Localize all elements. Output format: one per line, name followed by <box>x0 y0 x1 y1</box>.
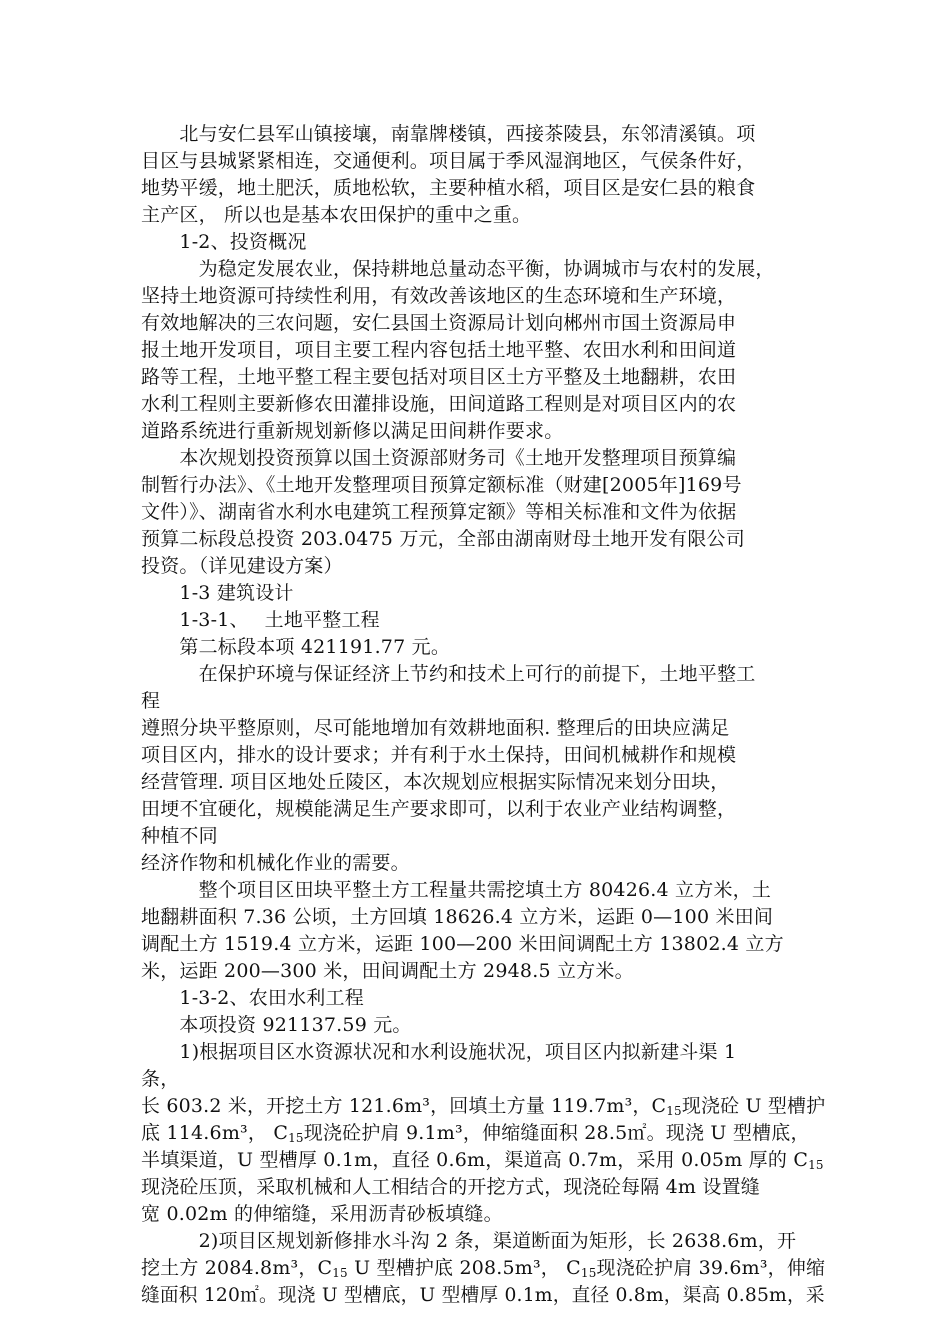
section-heading: 1-2、投资概况 <box>141 231 307 253</box>
text-line: 道路系统进行重新规划新修以满足田间耕作要求。 <box>141 420 564 442</box>
text-line: 目区与县城紧紧相连，交通便利。项目属于季风湿润地区，气侯条件好， <box>141 150 756 172</box>
text-line: 制暂行办法》、《土地开发整理项目预算定额标准（财建[2005年]169号 <box>141 474 742 496</box>
section-heading: 1-3-2、农田水利工程 <box>141 987 364 1009</box>
text-line: 条， <box>141 1068 180 1090</box>
text-line: 挖土方 2084.8m³，$C_{15}$ U 型槽护底 208.5m³， $C_{15}$现浇砼护肩 39.6m³，伸缩 <box>141 1257 826 1280</box>
text-line: 坚持土地资源可持续性利用，有效改善该地区的生态环境和生产环境， <box>141 285 737 307</box>
text-line: 项目区内，排水的设计要求；并有利于水土保持，田间机械耕作和规模 <box>141 744 737 766</box>
text-line: 水利工程则主要新修农田灌排设施，田间道路工程则是对项目区内的农 <box>141 393 737 415</box>
text-line: 田埂不宜硬化，规模能满足生产要求即可，以利于农业产业结构调整， <box>141 798 737 820</box>
text-line: 主产区， 所以也是基本农田保护的重中之重。 <box>141 204 532 226</box>
text-line: 第二标段本项 421191.77 元。 <box>141 636 451 658</box>
text-line: 为稳定发展农业，保持耕地总量动态平衡，协调城市与农村的发展， <box>141 258 775 280</box>
text-line: 经营管理. 项目区地处丘陵区，本次规划应根据实际情况来划分田块， <box>141 771 730 793</box>
text-line: 1)根据项目区水资源状况和水利设施状况，项目区内拟新建斗渠 1 <box>141 1041 737 1063</box>
text-line: 预算二标段总投资 203.0475 万元，全部由湖南财母土地开发有限公司 <box>141 528 745 550</box>
text-line: 整个项目区田块平整土方工程量共需挖填土方 80426.4 立方米，土 <box>141 879 772 901</box>
text-line: 地势平缓，地土肥沃，质地松软，主要种植水稻，项目区是安仁县的粮食 <box>141 177 756 199</box>
text-line: 半填渠道，U 型槽厚 0.1m，直径 0.6m，渠道高 0.7m，采用 0.05m 厚的 $C_{15}$ <box>141 1149 824 1172</box>
text-line: 在保护环境与保证经济上节约和技术上可行的前提下，土地平整工 <box>141 663 756 685</box>
text-line: 报土地开发项目，项目主要工程内容包括土地平整、农田水利和田间道 <box>141 339 737 361</box>
text-line: 北与安仁县军山镇接壤，南靠牌楼镇，西接茶陵县，东邻清溪镇。项 <box>141 123 756 145</box>
text-line: 种植不同 <box>141 825 218 847</box>
text-line: 文件）》、湖南省水利水电建筑工程预算定额》等相关标准和文件为依据 <box>141 501 737 523</box>
text-line: 缝面积 120㎡。现浇 U 型槽底，U 型槽厚 0.1m，直径 0.8m，渠高 0.85m，采 <box>141 1284 825 1306</box>
text-line: 遵照分块平整原则，尽可能地增加有效耕地面积. 整理后的田块应满足 <box>141 717 730 739</box>
text-line: 路等工程，土地平整工程主要包括对项目区土方平整及土地翻耕，农田 <box>141 366 737 388</box>
text-line: 长 603.2 米，开挖土方 121.6m³，回填土方量 119.7m³，$C_{15}$现浇砼 U 型槽护 <box>141 1095 826 1118</box>
text-line: 经济作物和机械化作业的需要。 <box>141 852 410 874</box>
text-line: 投资。（详见建设方案） <box>141 555 343 577</box>
text-line: 调配土方 1519.4 立方米，运距 100—200 米田间调配土方 13802.4 立方 <box>141 933 784 955</box>
text-line: 程 <box>141 690 161 712</box>
text-line: 本次规划投资预算以国土资源部财务司《土地开发整理项目预算编 <box>141 447 737 469</box>
section-heading: 1-3 建筑设计 <box>141 582 294 604</box>
text-line: 底 114.6m³， $C_{15}$现浇砼护肩 9.1m³，伸缩缝面积 28.5㎡。现浇 U 型槽底， <box>141 1122 810 1145</box>
text-line: 宽 0.02m 的伸缩缝，采用沥青砂板填缝。 <box>141 1203 503 1225</box>
section-heading: 1-3-1、 土地平整工程 <box>141 609 380 631</box>
text-line: 2)项目区规划新修排水斗沟 2 条，渠道断面为矩形，长 2638.6m，开 <box>141 1230 797 1252</box>
text-line: 米，运距 200—300 米，田间调配土方 2948.5 立方米。 <box>141 960 634 982</box>
text-line: 本项投资 921137.59 元。 <box>141 1014 412 1036</box>
text-line: 有效地解决的三农问题，安仁县国土资源局计划向郴州市国土资源局申 <box>141 312 737 334</box>
text-line: 现浇砼压顶，采取机械和人工相结合的开挖方式，现浇砼每隔 4m 设置缝 <box>141 1176 760 1198</box>
text-line: 地翻耕面积 7.36 公顷，土方回填 18626.4 立方米，运距 0—100 米田间 <box>141 906 774 928</box>
